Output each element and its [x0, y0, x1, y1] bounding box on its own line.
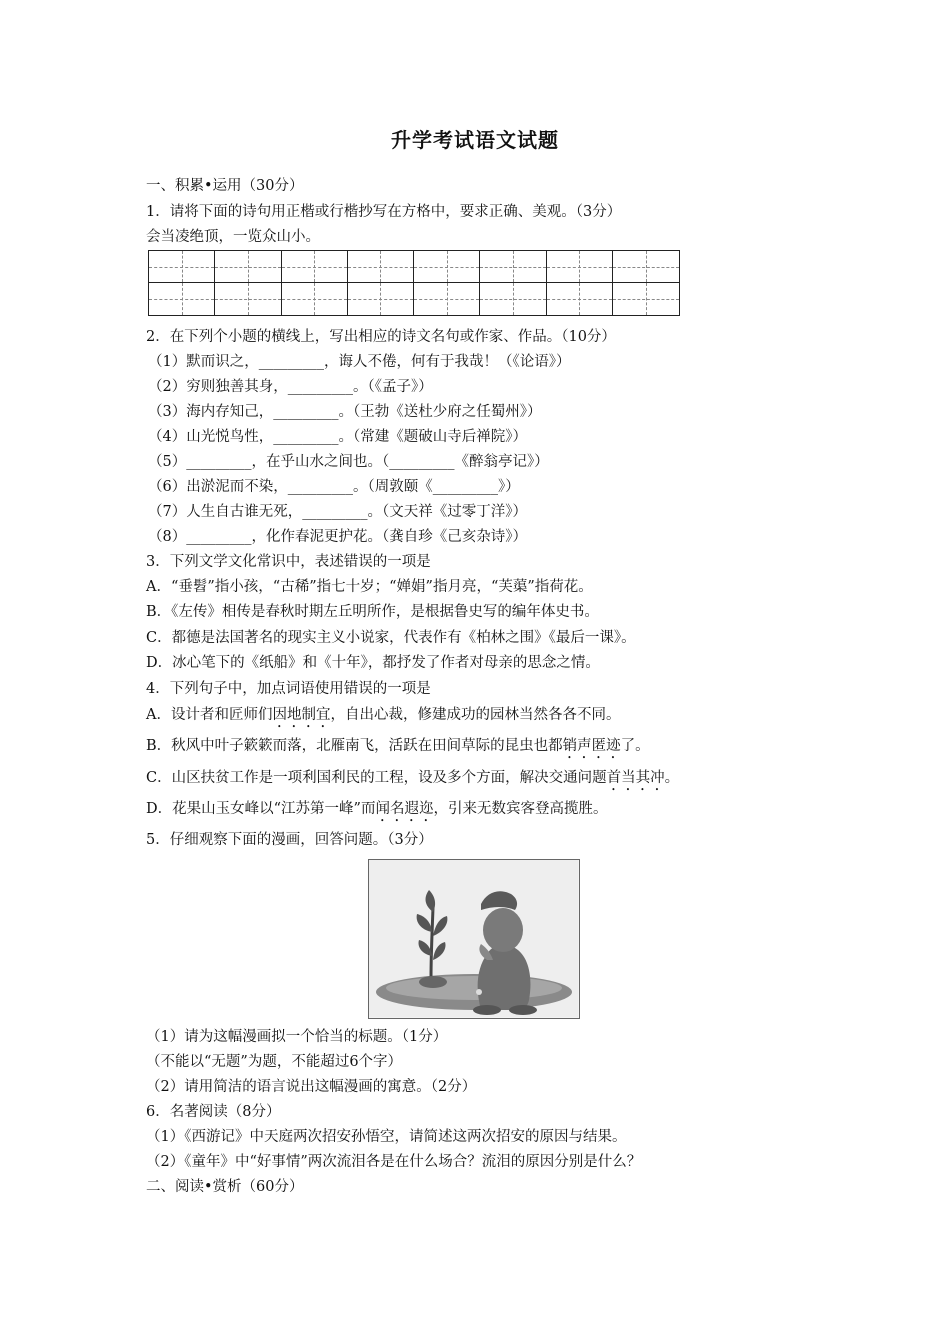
grid-cell[interactable] — [547, 283, 613, 315]
question-5-sub1: （1）请为这幅漫画拟一个恰当的标题。（1分） — [146, 1029, 448, 1045]
question-1-prompt: 1．请将下面的诗句用正楷或行楷抄写在方格中，要求正确、美观。（3分） — [146, 204, 622, 220]
page-title: 升学考试语文试题 — [391, 128, 559, 152]
question-4-option-a — [146, 706, 620, 731]
question-1-poem: 会当凌绝顶，一览众山小。 — [146, 229, 320, 245]
grid-cell[interactable] — [414, 283, 480, 315]
grid-cell[interactable] — [282, 251, 348, 283]
question-6-prompt: 6．名著阅读（8分） — [146, 1104, 281, 1120]
grid-cell[interactable] — [414, 251, 480, 283]
question-2-item: （2）穷则独善其身，_________。（《孟子》） — [148, 379, 433, 395]
option-text: ，引来无数宾客登高揽胜。 — [433, 801, 608, 817]
question-3-option: B．《左传》相传是春秋时期左丘明所作，是根据鲁史写的编年体史书。 — [146, 604, 599, 620]
grid-cell[interactable] — [282, 283, 348, 315]
grid-cell[interactable] — [547, 251, 613, 283]
option-text: 了。 — [620, 738, 650, 754]
grid-cell[interactable] — [149, 283, 215, 315]
grid-cell[interactable] — [348, 283, 414, 315]
question-3-option: A．“垂髫”指小孩，“古稀”指七十岁；“婵娟”指月亮，“芙蕖”指荷花。 — [146, 579, 593, 595]
dotted-word: 闻名遐迩 — [375, 801, 434, 817]
question-5-note: （不能以“无题”为题，不能超过6个字） — [146, 1054, 403, 1070]
question-4-option-d — [146, 800, 607, 825]
question-2-item: （3）海内存知己，_________。（王勃《送杜少府之任蜀州》） — [148, 404, 542, 420]
question-2-item: （8）_________，化作春泥更护花。（龚自珍《己亥杂诗》） — [148, 529, 527, 545]
grid-cell[interactable] — [613, 283, 679, 315]
question-6-sub1: （1）《西游记》中天庭两次招安孙悟空，请简述这两次招安的原因与结果。 — [146, 1129, 627, 1145]
cartoon-drawing — [369, 860, 578, 1017]
option-text: A．设计者和匠师们 — [146, 707, 273, 723]
writing-grid[interactable] — [148, 250, 680, 316]
question-6-sub2: （2）《童年》中“好事情”两次流泪各是在什么场合？流泪的原因分别是什么？ — [146, 1154, 642, 1170]
question-4-option-c — [146, 769, 679, 794]
grid-cell[interactable] — [613, 251, 679, 283]
option-text: ，自出心裁，修建成功的园林当然各各不同。 — [330, 707, 621, 723]
dotted-word: 首当其冲 — [606, 770, 665, 786]
question-3-option: C．都德是法国著名的现实主义小说家，代表作有《柏林之围》《最后一课》。 — [146, 630, 636, 646]
option-text: 。 — [664, 770, 680, 786]
grid-cell[interactable] — [215, 251, 281, 283]
question-2-item: （7）人生自古谁无死，_________。（文天祥《过零丁洋》） — [148, 504, 527, 520]
option-text: D．花果山玉女峰以“江苏第一峰”而 — [146, 801, 376, 817]
dotted-word: 销声匿迹 — [562, 738, 621, 754]
question-2-item: （1）默而识之，_________，诲人不倦，何有于我哉！（《论语》） — [148, 354, 571, 370]
question-2-item: （5）_________，在乎山水之间也。（_________《醉翁亭记》） — [148, 454, 549, 470]
grid-cell[interactable] — [348, 251, 414, 283]
cartoon-image — [368, 859, 580, 1019]
question-3-prompt: 3．下列文学文化常识中，表述错误的一项是 — [146, 554, 431, 570]
grid-cell[interactable] — [215, 283, 281, 315]
question-2-item: （4）山光悦鸟性，_________。（常建《题破山寺后禅院》） — [148, 429, 527, 445]
question-4-prompt: 4．下列句子中，加点词语使用错误的一项是 — [146, 681, 431, 697]
question-2-item: （6）出淤泥而不染，_________。（周敦颐《_________》） — [148, 479, 520, 495]
section-heading-2: 二、阅读•赏析（60分） — [146, 1179, 304, 1195]
question-2-prompt: 2．在下列个小题的横线上，写出相应的诗文名句或作家、作品。（10分） — [146, 329, 616, 345]
grid-cell[interactable] — [480, 283, 546, 315]
grid-cell[interactable] — [149, 251, 215, 283]
option-text: B．秋风中叶子簌簌而落，北雁南飞，活跃在田间草际的昆虫也都 — [146, 738, 563, 754]
dotted-word: 因地制宜 — [272, 707, 331, 723]
grid-cell[interactable] — [480, 251, 546, 283]
option-text: C．山区扶贫工作是一项利国利民的工程，设及多个方面，解决交通问题 — [146, 770, 607, 786]
question-5-sub2: （2）请用简洁的语言说出这幅漫画的寓意。（2分） — [146, 1079, 477, 1095]
question-5-prompt: 5．仔细观察下面的漫画，回答问题。（3分） — [146, 832, 433, 848]
section-heading-1: 一、积累•运用（30分） — [146, 178, 304, 194]
question-3-option: D．冰心笔下的《纸船》和《十年》，都抒发了作者对母亲的思念之情。 — [146, 655, 600, 671]
question-4-option-b — [146, 737, 650, 762]
